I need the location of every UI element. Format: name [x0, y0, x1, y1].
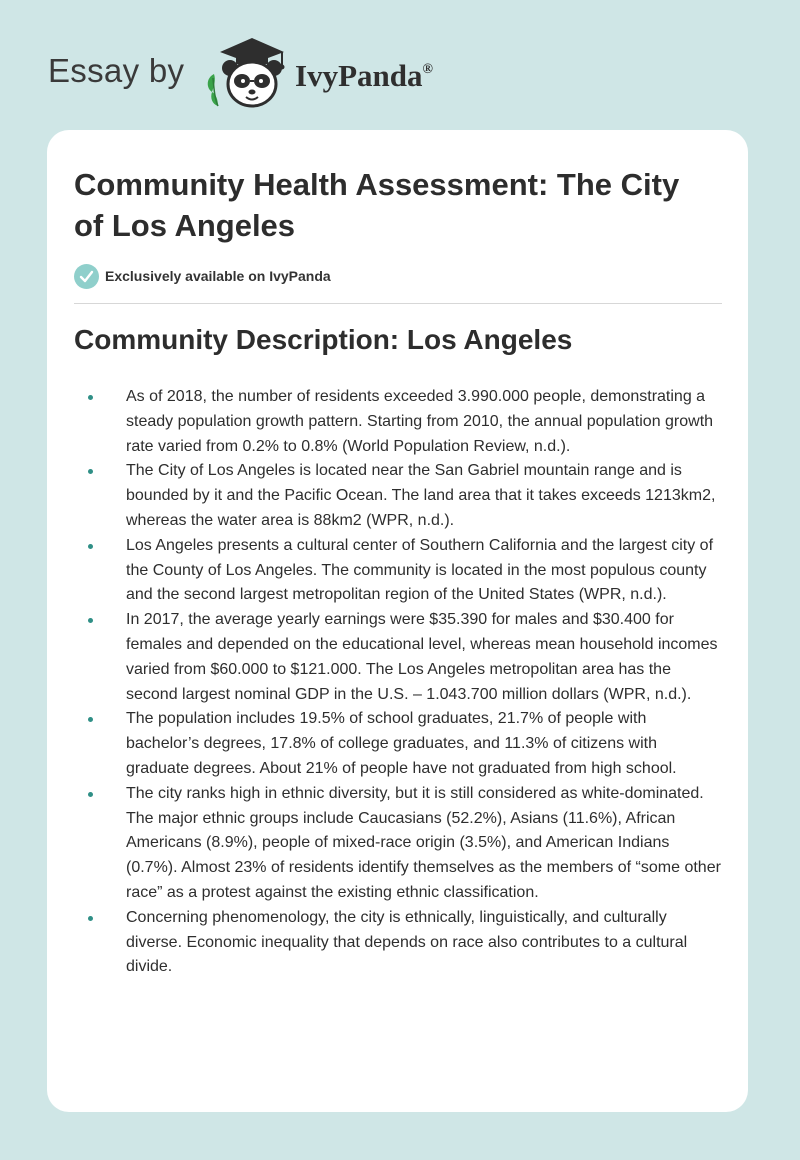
ivypanda-panda-logo-icon[interactable]: [200, 34, 290, 110]
divider: [74, 303, 722, 304]
bullet-dot-icon: [88, 792, 93, 797]
page-title: Community Health Assessment: The City of Los Angeles: [74, 167, 680, 243]
bullet-dot-icon: [88, 916, 93, 921]
list-item-text: The city ranks high in ethnic diversity, but it is still considered as white-dominated. The major ethnic groups include Caucasians (52.2%), Asians (11.6%), African Americans (8.9%), people of mixed-race origin (3.5%), and American Indians (0.7%). Almost 23% of residents identify themselves as the members of “some other race” as a protest against the existing ethnic classification.: [126, 784, 721, 901]
bullet-dot-icon: [88, 717, 93, 722]
list-item-text: The City of Los Angeles is located near the San Gabriel mountain range and is bounded by it and the Pacific Ocean. The land area that it takes exceeds 1213km2, whereas the water area is 88km2 (WPR, n.d.).: [126, 462, 716, 529]
list-item-text: Los Angeles presents a cultural center of Southern California and the largest city of the County of Los Angeles. The community is located in the most populous county and the second largest metropolitan region of the United States (WPR, n.d.).: [126, 536, 714, 604]
list-item: [74, 534, 722, 608]
exclusive-label: Exclusively available on IvyPanda: [105, 268, 331, 284]
brand-text: IvyPanda: [295, 58, 423, 93]
brand-name[interactable]: [295, 58, 433, 94]
list-item: [74, 707, 722, 781]
list-item-text: The population includes 19.5% of school graduates, 21.7% of people with bachelor’s degrees, 17.8% of college graduates, and 11.3% of citizens with graduate degrees. About 21% of people have not graduated from high school.: [126, 710, 677, 777]
essay-by-text: Essay by: [48, 52, 185, 89]
bullet-list: [74, 385, 722, 980]
check-icon: [74, 264, 99, 289]
site-header: [48, 34, 548, 114]
list-item: [74, 906, 722, 980]
bullet-dot-icon: [88, 618, 93, 623]
list-item: [74, 608, 722, 707]
exclusive-badge: [74, 263, 331, 289]
list-item: [74, 782, 722, 906]
list-item-text: Concerning phenomenology, the city is ethnically, linguistically, and culturally diverse. Economic inequality that depends on race also contributes to a cultural divide.: [126, 908, 688, 976]
list-item: [74, 385, 722, 459]
registered-mark: ®: [422, 61, 433, 77]
bullet-dot-icon: [88, 395, 93, 400]
section-title: Community Description: Los Angeles: [74, 324, 573, 355]
bullet-dot-icon: [88, 544, 93, 549]
list-item-text: In 2017, the average yearly earnings were $35.390 for males and $30.400 for females and depended on the educational level, whereas mean household incomes varied from $60.000 to $121.000. The Los Angeles metropolitan area has the second largest nominal GDP in the U.S. – 1.043.700 million dollars (WPR, n.d.).: [126, 611, 718, 703]
essay-card: [47, 130, 748, 1112]
list-item-text: As of 2018, the number of residents exceeded 3.990.000 people, demonstrating a steady population growth pattern. Starting from 2010, the annual population growth rate varied from 0.2% to 0.8% (World Population Review, n.d.).: [126, 388, 714, 455]
list-item: [74, 459, 722, 533]
bullet-dot-icon: [88, 469, 93, 474]
